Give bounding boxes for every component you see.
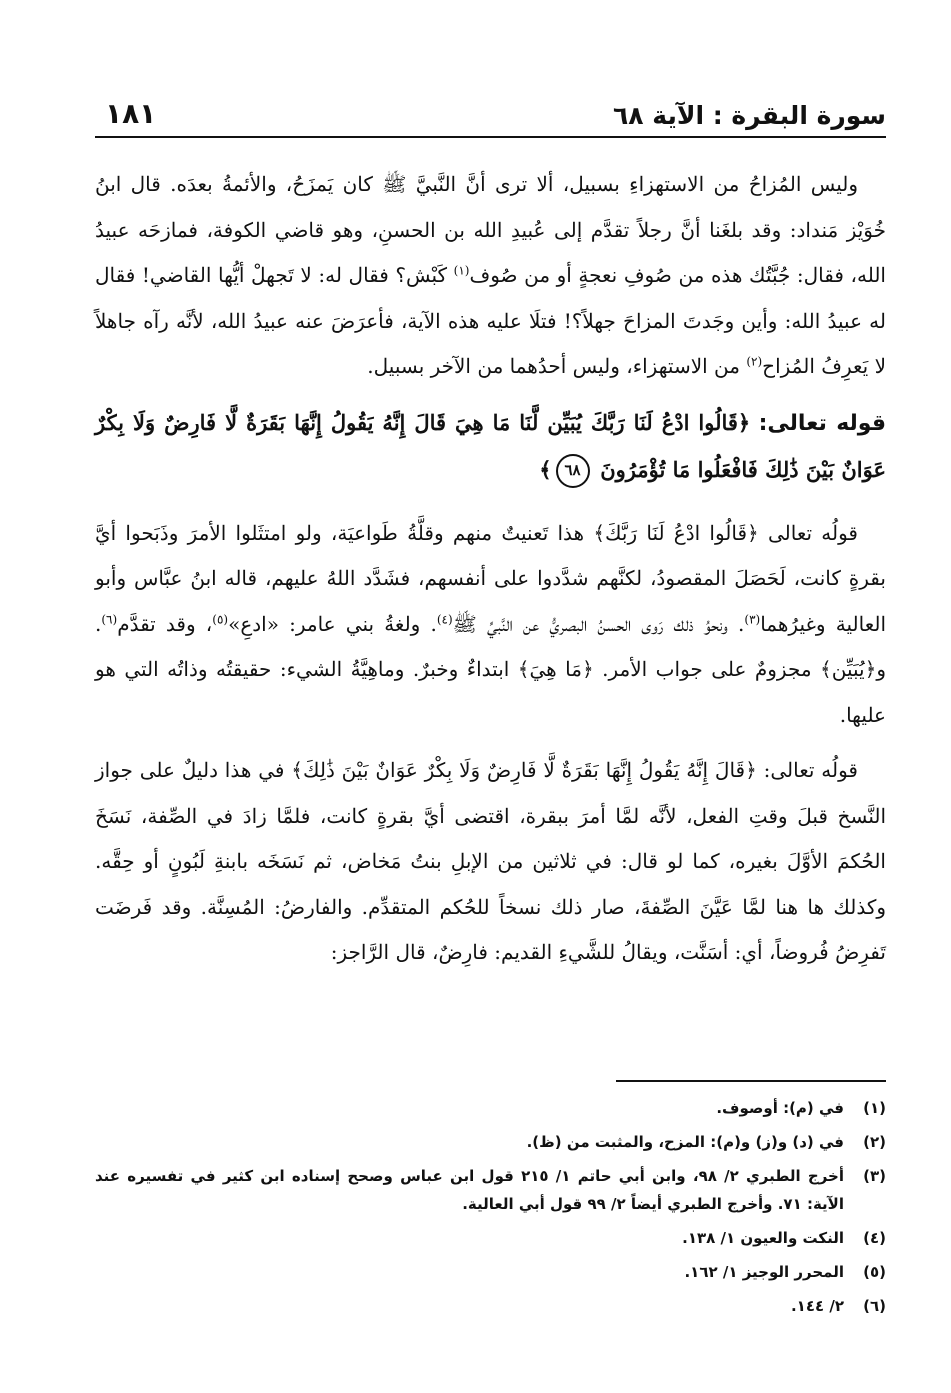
footnote-text: في (د) و(ز) و(م): المزح، والمثبت من (ظ). (526, 1133, 844, 1151)
paragraph-1-part-a: وليس المُزاحُ من الاستهزاءِ بسبيل، ألا ترى أنَّ النَّبيَّ ﷺ كان يَمزَحُ، والأئمةُ بعدَه. قال ابنُ خُوَيْز مَنداد: وقد بلغَنا أنَّ رجلاً تقدَّم إلى عُبيدِ الله بن الحسنِ، وهو قاضي الكوفة، فمازحَه عبيدُ الله، فقال: جُبَّتُك هذه من صُوفِ نعجةٍ أو من صُوف (95, 172, 886, 287)
footnote-ref-6: (٦) (101, 611, 118, 626)
footnote-number: (٢) (863, 1133, 886, 1151)
paragraph-2-part-d: ، وقد تقدَّم (117, 611, 213, 636)
verse-heading (95, 400, 886, 493)
paragraph-2-part-e: . و﴿يُبَيِّن﴾ مجزومٌ على جواب الأمر. ﴿مَا هِيَ﴾ ابتداءٌ وخبرٌ. وماهِيَّةُ الشيء: حقيقتُه وذاتُه التي هو عليها. (95, 611, 886, 727)
footnote-divider (616, 1080, 886, 1082)
footnote-ref-3: (٣) (744, 611, 761, 626)
running-head-title: سورة البقرة : الآية ٦٨ (613, 101, 886, 130)
book-page (95, 0, 886, 1393)
footnotes-section (95, 1094, 886, 1326)
footnote-ref-4: (٤) (436, 611, 453, 626)
footnote-number: (١) (863, 1099, 886, 1117)
ayah-number-marker: ٦٨ (556, 454, 590, 488)
page-number: ١٨١ (105, 97, 157, 130)
page-header (95, 92, 886, 132)
paragraph-1-part-b: كَبْش؟ فقال له: لا تَجهلْ أيُّها القاضي! فقال له عبيدُ الله: وأين وجَدتَ المزاحَ جهلاً؟! فتلَا عليه هذه الآية، فأعرَضَ عنه عبيدُ الله، لأنَّه رآه جاهلاً لا يَعرِفُ المُزاح (95, 263, 886, 378)
header-divider (95, 136, 886, 138)
footnote-ref-2: (٢) (746, 354, 763, 369)
paragraph-2-part-c: . ولغةُ بني عامر: «ادعِ» (228, 611, 437, 636)
quran-verse-text: ﴿قَالُوا ادْعُ لَنَا رَبَّكَ يُبَيِّن لَّنَا مَا هِيَ قَالَ إِنَّهُ يَقُولُ إِنَّهَا بَقَرَةٌ لَّا فَارِضٌ وَلَا بِكْرٌ عَوَانٌ بَيْنَ ذَٰلِكَ فَافْعَلُوا مَا تُؤْمَرُونَ (95, 409, 886, 482)
paragraph-1 (95, 162, 886, 390)
footnote-number: (٤) (863, 1229, 886, 1247)
paragraph-3: قولُه تعالى: ﴿قَالَ إِنَّهُ يَقُولُ إِنَّهَا بَقَرَةٌ لَّا فَارِضٌ وَلَا بِكْرٌ عَوَانٌ بَيْنَ ذَٰلِكَ﴾ في هذا دليلٌ على جواز النَّسخ قبلَ وقتِ الفعل، لأنَّه لمَّا أمرَ ببقرة، اقتضى أيَّ بقرةٍ كانت، فلمَّا زادَ في الصِّفة، نَسَخَ الحُكمَ الأوَّلَ بغيره، كما لو قال: في ثلاثين من الإبلِ بنتُ مَخاض، ثم نَسَخَه بابنةِ لَبُونٍ أو حِقَّه. وكذلك ها هنا لمَّا عَيَّنَ الصِّفةَ، صار ذلك نسخاً للحُكم المتقدِّم. والفارضُ: المُسِنَّة. وقد فَرضَت تَفرِضُ فُروضاً، أي: أسَنَّت، ويقالُ للشَّيءِ القديم: فارِضٌ، قال الرَّاجز: (95, 758, 886, 964)
footnote-text: المحرر الوجيز ١/ ١٦٢. (684, 1263, 844, 1281)
quran-close-bracket: ﴾ (539, 456, 552, 482)
footnote-ref-5: (٥) (212, 611, 229, 626)
footnote-text: ٢/ ١٤٤. (790, 1297, 844, 1315)
footnote-number: (٦) (863, 1297, 886, 1315)
footnote-item (95, 1224, 886, 1252)
footnote-number: (٣) (863, 1167, 886, 1185)
footnote-text: أخرج الطبري ٢/ ٩٨، وابن أبي حاتم ١/ ٢١٥ قول ابن عباس وصحح إسناده ابن كثير في تفسيره عند الآية: ٧١. وأخرج الطبري أيضاً ٢/ ٩٩ قول أبي العالية. (95, 1167, 844, 1213)
paragraph-2-part-b: . ونحوُ ذلك رَوى الحسنُ البصريُّ عن النَّبيِّ ﷺ (452, 611, 745, 636)
verse-label: قوله تعالى: (758, 410, 886, 436)
footnote-text: النكت والعيون ١/ ١٣٨. (682, 1229, 844, 1247)
footnote-item (95, 1094, 886, 1122)
footnote-item (95, 1258, 886, 1286)
footnote-ref-1: (١) (453, 263, 470, 278)
paragraph-2-part-a: قولُه تعالى ﴿قَالُوا ادْعُ لَنَا رَبَّكَ﴾ هذا تَعنيتٌ منهم وقلَّةُ طَواعيَة، ولو امتثَلوا الأمرَ وذَبَحوا أيَّ بقرةٍ كانت، لَحَصَلَ المقصودُ، لكنَّهم شدَّدوا على أنفسهم، فشَدَّد اللهُ عليهم، قاله ابنُ عبَّاس وأبو العالية وغيرُهما (95, 520, 886, 636)
footnote-text: في (م): أوصوف. (716, 1099, 844, 1117)
paragraph-1-part-c: من الاستهزاء، وليس أحدُهما من الآخر بسبيل. (367, 354, 747, 378)
footnote-item (95, 1128, 886, 1156)
footnote-item (95, 1292, 886, 1320)
paragraph-2 (95, 511, 886, 739)
main-text (95, 162, 886, 986)
footnote-number: (٥) (863, 1263, 886, 1281)
footnote-item (95, 1162, 886, 1218)
